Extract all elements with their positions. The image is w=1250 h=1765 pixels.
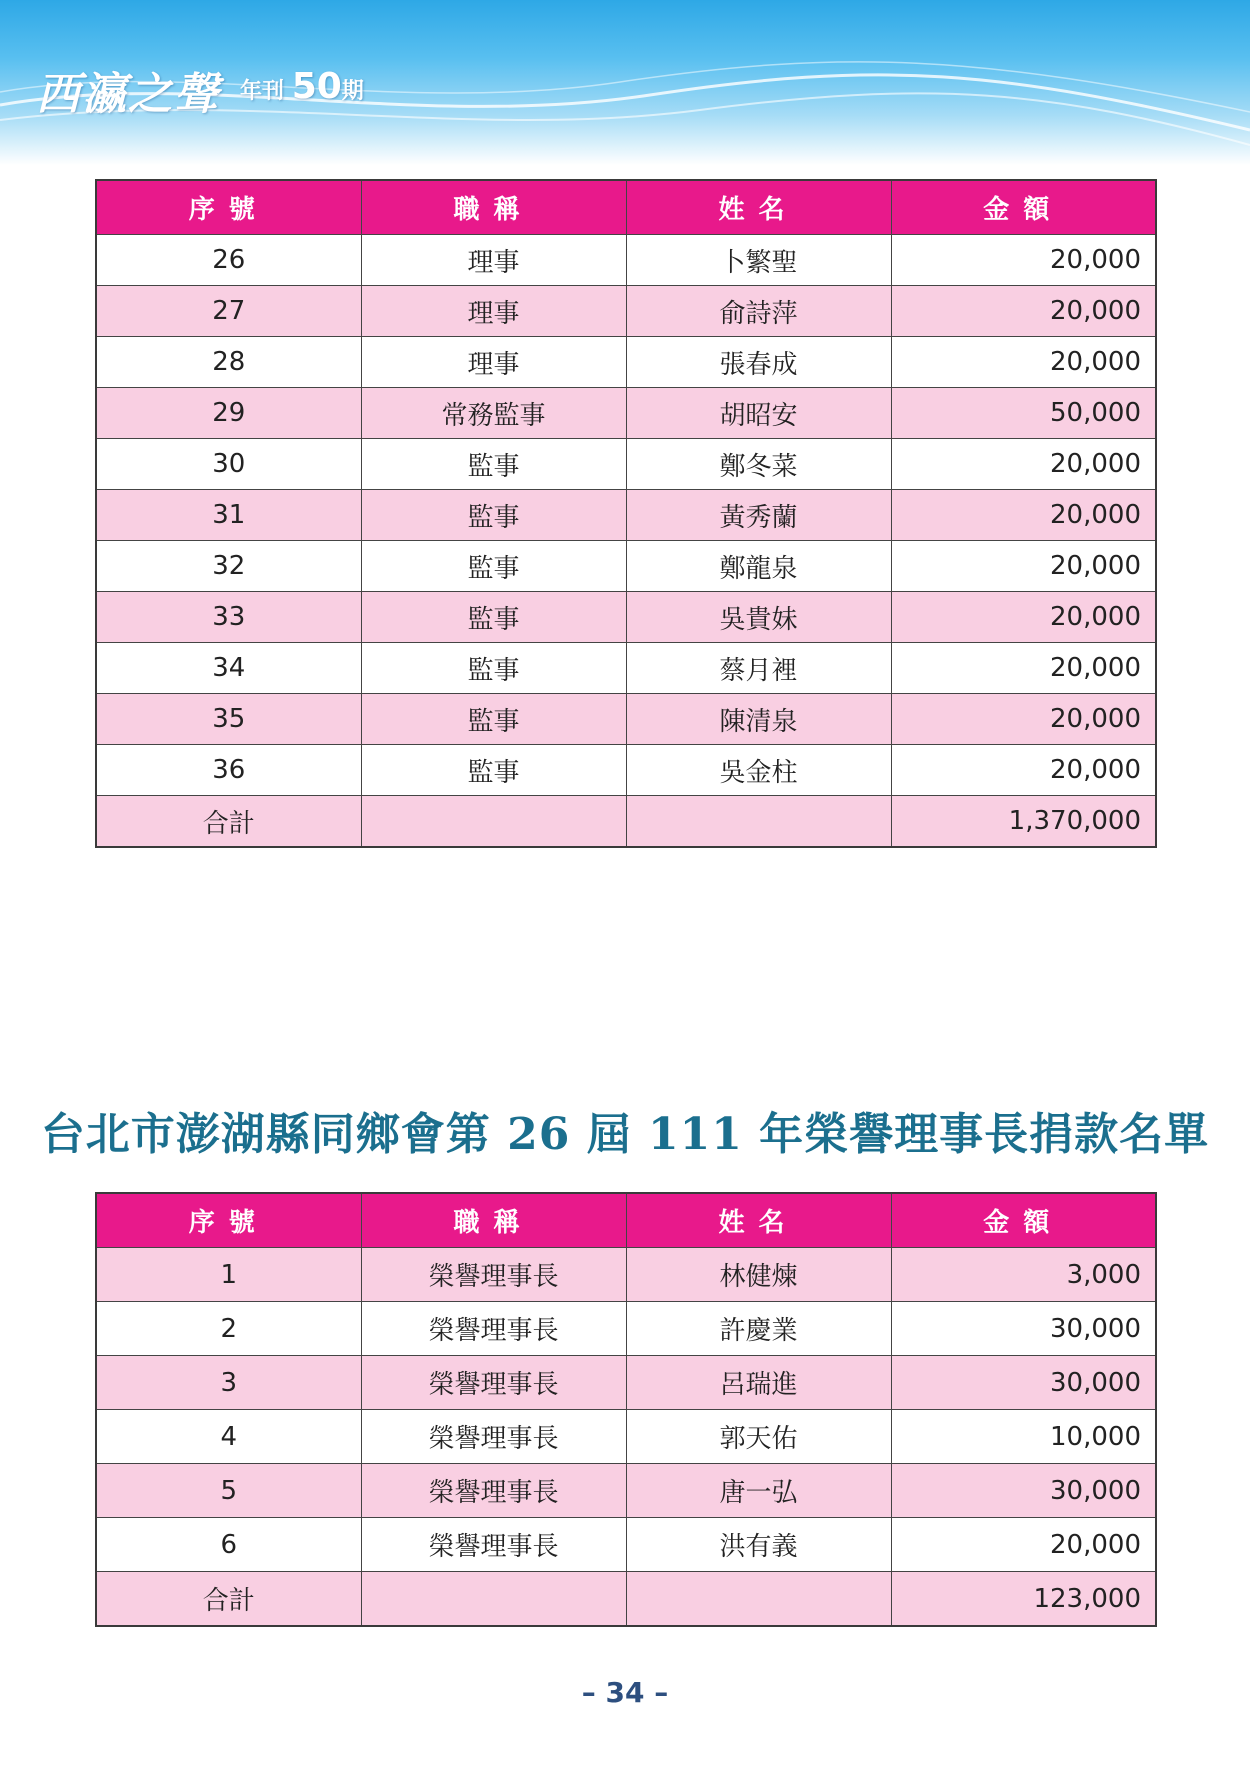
- page-number: – 34 –: [581, 1676, 669, 1709]
- cell-number: 29: [96, 388, 361, 439]
- col-header-number: 序號: [96, 180, 361, 235]
- total-row: [96, 796, 1156, 848]
- cell-name: 蔡月裡: [626, 643, 891, 694]
- cell-amount: 20,000: [891, 337, 1156, 388]
- total-label: 合計: [96, 1572, 361, 1627]
- table-row: [96, 643, 1156, 694]
- table-row: [96, 1248, 1156, 1302]
- table-row: [96, 745, 1156, 796]
- cell-name: 洪有義: [626, 1518, 891, 1572]
- table-row: [96, 694, 1156, 745]
- col-header-number: 序號: [96, 1193, 361, 1248]
- cell-position: 榮譽理事長: [361, 1302, 626, 1356]
- cell-amount: 20,000: [891, 745, 1156, 796]
- cell-number: 32: [96, 541, 361, 592]
- cell-amount: 20,000: [891, 490, 1156, 541]
- cell-position: 監事: [361, 541, 626, 592]
- cell-name: 郭天佑: [626, 1410, 891, 1464]
- cell-position: 榮譽理事長: [361, 1464, 626, 1518]
- total-amount: 123,000: [891, 1572, 1156, 1627]
- cell-amount: 20,000: [891, 592, 1156, 643]
- col-header-amount: 金額: [891, 1193, 1156, 1248]
- section-title: 台北市澎湖縣同鄉會第 26 屆 111 年榮譽理事長捐款名單: [40, 1109, 1210, 1160]
- cell-number: 34: [96, 643, 361, 694]
- issue-prefix: 年刊: [240, 79, 285, 104]
- cell-amount: 20,000: [891, 286, 1156, 337]
- cell-position: 監事: [361, 490, 626, 541]
- cell-number: 3: [96, 1356, 361, 1410]
- cell-name: 張春成: [626, 337, 891, 388]
- table-row: [96, 490, 1156, 541]
- total-amount: 1,370,000: [891, 796, 1156, 848]
- cell-amount: 30,000: [891, 1302, 1156, 1356]
- cell-position: 監事: [361, 694, 626, 745]
- cell-amount: 20,000: [891, 694, 1156, 745]
- cell-amount: 20,000: [891, 439, 1156, 490]
- cell-name: 卜繁聖: [626, 235, 891, 286]
- cell-number: 2: [96, 1302, 361, 1356]
- table-row: [96, 439, 1156, 490]
- col-header-position: 職稱: [361, 180, 626, 235]
- cell-position: 監事: [361, 745, 626, 796]
- cell-amount: 20,000: [891, 235, 1156, 286]
- cell-position: 常務監事: [361, 388, 626, 439]
- total-empty-2: [626, 1572, 891, 1627]
- cell-name: 吳貴妹: [626, 592, 891, 643]
- header-band: [0, 0, 1250, 165]
- cell-number: 26: [96, 235, 361, 286]
- cell-amount: 20,000: [891, 541, 1156, 592]
- cell-amount: 20,000: [891, 643, 1156, 694]
- cell-number: 28: [96, 337, 361, 388]
- col-header-name: 姓名: [626, 180, 891, 235]
- table-row: [96, 388, 1156, 439]
- cell-amount: 10,000: [891, 1410, 1156, 1464]
- cell-position: 榮譽理事長: [361, 1248, 626, 1302]
- total-empty-1: [361, 1572, 626, 1627]
- table-row: [96, 1464, 1156, 1518]
- cell-amount: 3,000: [891, 1248, 1156, 1302]
- col-header-position: 職稱: [361, 1193, 626, 1248]
- table-row: [96, 541, 1156, 592]
- table-header-row: [96, 1193, 1156, 1248]
- cell-number: 35: [96, 694, 361, 745]
- total-label: 合計: [96, 796, 361, 848]
- cell-number: 36: [96, 745, 361, 796]
- cell-number: 33: [96, 592, 361, 643]
- cell-number: 4: [96, 1410, 361, 1464]
- col-header-amount: 金額: [891, 180, 1156, 235]
- cell-name: 吳金柱: [626, 745, 891, 796]
- cell-number: 27: [96, 286, 361, 337]
- cell-position: 監事: [361, 643, 626, 694]
- cell-number: 6: [96, 1518, 361, 1572]
- cell-position: 榮譽理事長: [361, 1410, 626, 1464]
- cell-position: 榮譽理事長: [361, 1356, 626, 1410]
- cell-position: 榮譽理事長: [361, 1518, 626, 1572]
- cell-name: 許慶業: [626, 1302, 891, 1356]
- cell-position: 理事: [361, 235, 626, 286]
- cell-name: 林健煉: [626, 1248, 891, 1302]
- table-row: [96, 1356, 1156, 1410]
- table-row: [96, 286, 1156, 337]
- magazine-title: 西瀛之聲: [36, 69, 220, 120]
- issue-label: [240, 66, 364, 107]
- cell-name: 鄭龍泉: [626, 541, 891, 592]
- total-row: [96, 1572, 1156, 1627]
- cell-amount: 30,000: [891, 1464, 1156, 1518]
- table-row: [96, 592, 1156, 643]
- cell-amount: 50,000: [891, 388, 1156, 439]
- table-row: [96, 337, 1156, 388]
- cell-position: 理事: [361, 286, 626, 337]
- cell-number: 5: [96, 1464, 361, 1518]
- donation-table-directors: [95, 179, 1157, 848]
- issue-number: 50: [291, 66, 342, 107]
- cell-number: 31: [96, 490, 361, 541]
- cell-name: 唐一弘: [626, 1464, 891, 1518]
- table-row: [96, 1518, 1156, 1572]
- cell-position: 監事: [361, 439, 626, 490]
- table-row: [96, 1410, 1156, 1464]
- table-header-row: [96, 180, 1156, 235]
- cell-position: 理事: [361, 337, 626, 388]
- total-empty-2: [626, 796, 891, 848]
- cell-name: 胡昭安: [626, 388, 891, 439]
- cell-number: 30: [96, 439, 361, 490]
- cell-name: 呂瑞進: [626, 1356, 891, 1410]
- total-empty-1: [361, 796, 626, 848]
- cell-amount: 20,000: [891, 1518, 1156, 1572]
- table-row: [96, 235, 1156, 286]
- cell-name: 俞詩萍: [626, 286, 891, 337]
- table-row: [96, 1302, 1156, 1356]
- cell-number: 1: [96, 1248, 361, 1302]
- cell-amount: 30,000: [891, 1356, 1156, 1410]
- donation-table-honorary-chairs: [95, 1192, 1157, 1627]
- cell-name: 黃秀蘭: [626, 490, 891, 541]
- cell-position: 監事: [361, 592, 626, 643]
- cell-name: 鄭冬菜: [626, 439, 891, 490]
- cell-name: 陳清泉: [626, 694, 891, 745]
- col-header-name: 姓名: [626, 1193, 891, 1248]
- issue-suffix: 期: [341, 79, 364, 104]
